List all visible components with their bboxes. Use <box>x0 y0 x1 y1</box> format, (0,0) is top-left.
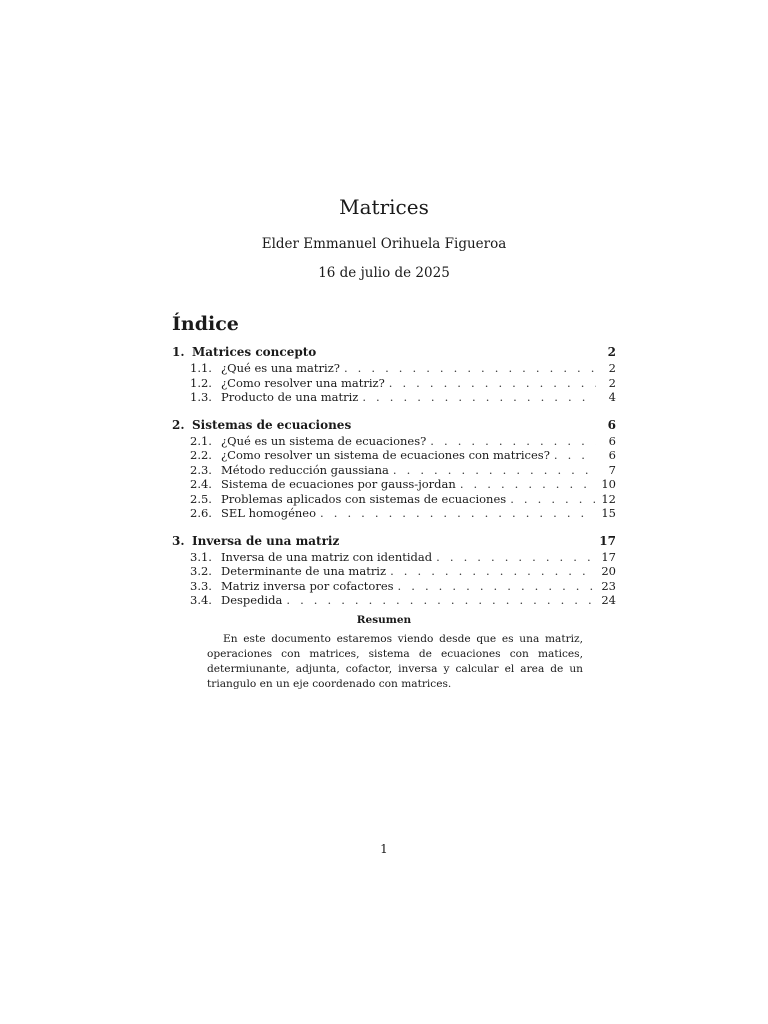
toc-entry-label: Sistema de ecuaciones por gauss-jordan <box>221 477 456 491</box>
toc-entry-page: 23 <box>601 578 616 593</box>
toc-entry[interactable] <box>172 492 616 507</box>
toc-dot-leader <box>554 448 596 463</box>
toc-entry-page: 7 <box>608 462 616 477</box>
toc-entry[interactable] <box>172 448 616 463</box>
toc-section-entry[interactable] <box>172 344 616 361</box>
toc-entry-number: 2.1. <box>190 433 212 448</box>
toc-entry-label: Producto de una matriz <box>221 390 359 404</box>
toc-dot-leader <box>286 593 595 608</box>
abstract-title: Resumen <box>356 614 412 626</box>
toc-entry-number: 2.3. <box>190 462 212 477</box>
toc-entry[interactable] <box>172 390 616 405</box>
toc-entry[interactable] <box>172 361 616 376</box>
toc-dot-leader <box>460 477 596 492</box>
toc-section-page: 17 <box>599 533 616 548</box>
toc-entry-number: 1.3. <box>190 390 212 404</box>
toc-entry[interactable] <box>172 463 616 478</box>
toc-entry-label: ¿Como resolver un sistema de ecuaciones con matrices? <box>221 448 550 462</box>
toc-dot-leader <box>398 579 596 594</box>
toc-entry-page: 2 <box>608 361 616 375</box>
toc-section <box>172 533 616 608</box>
page-number: 1 <box>380 842 388 856</box>
toc-section-label: Matrices concepto <box>192 345 317 359</box>
toc-dot-leader <box>344 361 596 376</box>
toc-entry-page: 12 <box>601 491 616 506</box>
toc-entry[interactable] <box>172 477 616 492</box>
toc-entry-label: Matriz inversa por cofactores <box>221 578 394 593</box>
toc-dot-leader <box>393 463 596 478</box>
toc-entry-label: ¿Qué es un sistema de ecuaciones? <box>221 433 427 448</box>
toc-entry-page: 4 <box>608 390 616 404</box>
toc-entry-label: Determinante de una matriz <box>221 564 387 578</box>
toc-section-page: 6 <box>607 417 616 432</box>
toc-entry-page: 6 <box>608 448 616 462</box>
toc-section-label: Sistemas de ecuaciones <box>192 417 352 432</box>
toc-section-entry[interactable] <box>172 417 616 434</box>
toc-dot-leader <box>510 492 595 507</box>
toc-entry-number: 2.4. <box>190 477 212 491</box>
toc-entry[interactable] <box>172 593 616 608</box>
toc-entry-number: 2.5. <box>190 491 212 506</box>
toc-entry-number: 3.3. <box>190 578 212 593</box>
toc-entry-number: 3.2. <box>190 564 212 578</box>
index-heading: Índice <box>172 313 239 335</box>
toc-entry-label: ¿Qué es una matriz? <box>221 361 340 375</box>
toc-dot-leader <box>390 564 595 579</box>
toc-entry-number: 3.4. <box>190 593 212 607</box>
toc-entry-page: 15 <box>601 506 616 520</box>
toc-entry-number: 1.1. <box>190 361 212 375</box>
toc-section-number: 3. <box>172 533 185 548</box>
toc-entry-page: 17 <box>601 549 616 564</box>
document-author: Elder Emmanuel Orihuela Figueroa <box>261 236 507 252</box>
toc-entry-page: 6 <box>608 433 616 448</box>
toc-entry-page: 10 <box>601 477 616 491</box>
toc-entry-number: 3.1. <box>190 549 212 564</box>
toc-section-number: 1. <box>172 345 185 359</box>
toc-entry-page: 2 <box>608 375 616 390</box>
abstract-body: En este documento estaremos viendo desde que es una matriz, operaciones con matrices, sistema de ecuaciones con matices, determiunante, adjunta, cofactor, inversa y calcular el area de un triangulo en un eje coordenado con matrices. <box>207 633 583 690</box>
toc-dot-leader <box>362 390 596 405</box>
document-title: Matrices <box>339 195 429 219</box>
toc-dot-leader <box>320 506 595 521</box>
toc-section <box>172 344 616 405</box>
toc-entry-label: SEL homogéneo <box>221 506 317 520</box>
toc-section-page: 2 <box>607 345 616 359</box>
toc-entry[interactable] <box>172 564 616 579</box>
toc-entry-number: 2.6. <box>190 506 212 520</box>
toc-entry-label: Problemas aplicados con sistemas de ecuaciones <box>221 491 507 506</box>
toc-entry-number: 2.2. <box>190 448 212 462</box>
toc-dot-leader <box>389 376 596 391</box>
toc-entry-page: 24 <box>601 593 616 607</box>
toc-entry-label: Despedida <box>221 593 283 607</box>
toc-section <box>172 417 616 521</box>
toc-entry[interactable] <box>172 506 616 521</box>
toc-entry-label: Inversa de una matriz con identidad <box>221 549 433 564</box>
toc-section-number: 2. <box>172 417 185 432</box>
toc-section-entry[interactable] <box>172 533 616 550</box>
toc-entry-label: ¿Como resolver una matriz? <box>221 375 385 390</box>
toc-entry-page: 20 <box>601 564 616 578</box>
toc-entry-label: Método reducción gaussiana <box>221 462 389 477</box>
document-date: 16 de julio de 2025 <box>318 265 450 281</box>
toc-entry[interactable] <box>172 434 616 449</box>
table-of-contents <box>172 344 616 620</box>
toc-dot-leader <box>436 550 595 565</box>
toc-entry[interactable] <box>172 579 616 594</box>
toc-section-label: Inversa de una matriz <box>192 533 340 548</box>
toc-dot-leader <box>430 434 596 449</box>
toc-entry[interactable] <box>172 376 616 391</box>
toc-entry-number: 1.2. <box>190 375 212 390</box>
toc-entry[interactable] <box>172 550 616 565</box>
